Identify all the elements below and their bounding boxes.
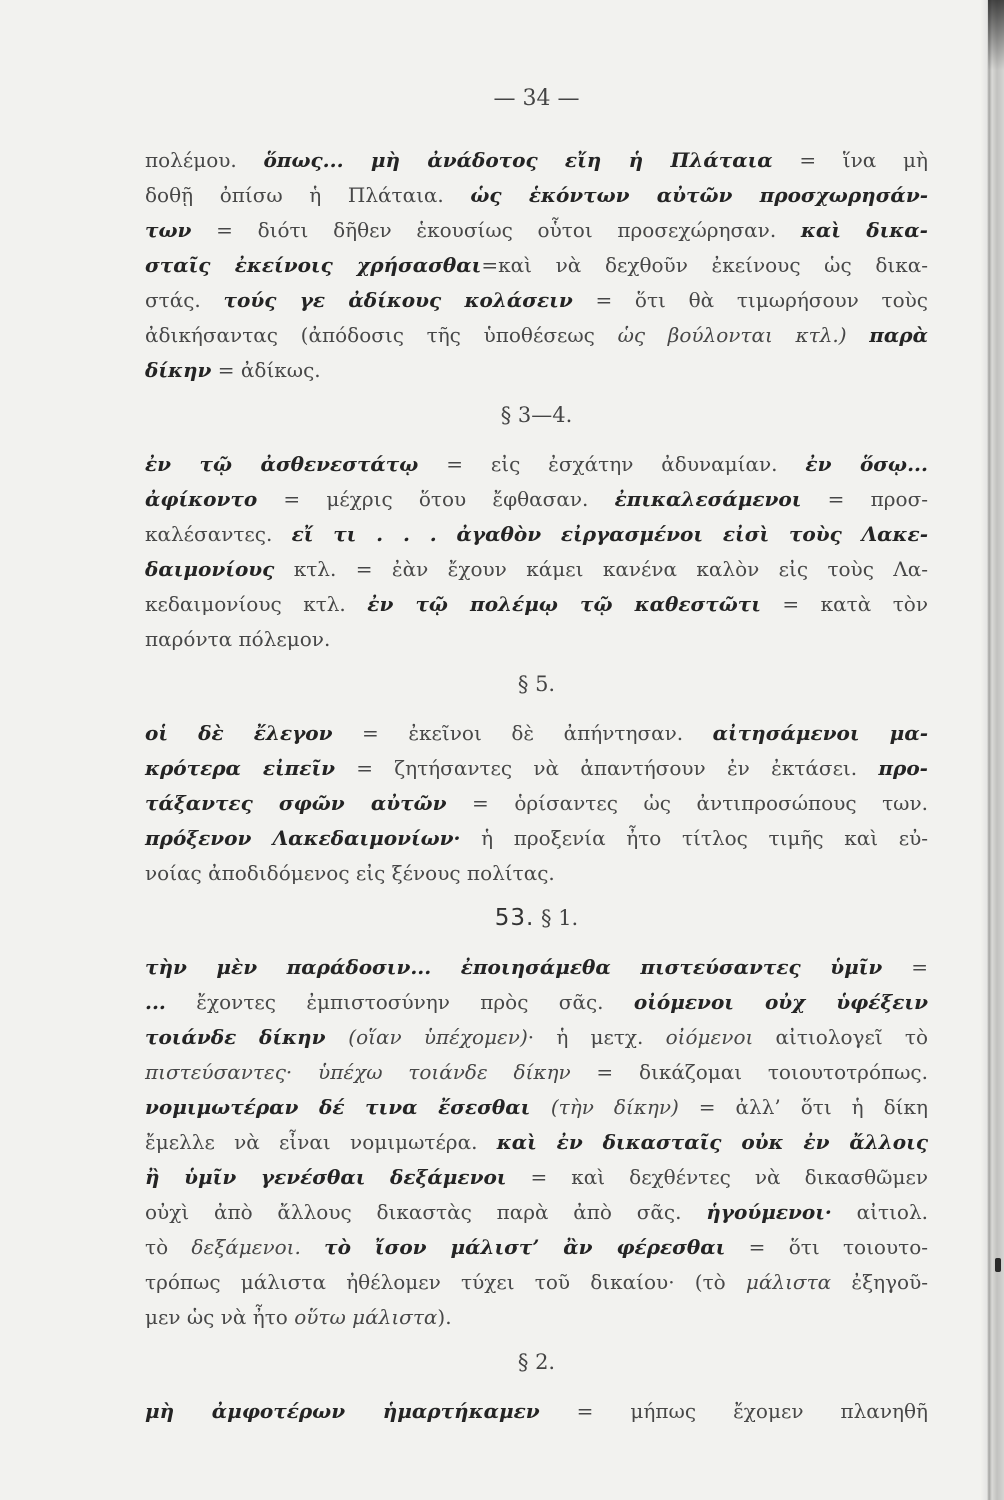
commentary-section <box>145 667 928 891</box>
lemma-phrase: σταῖς ἐκείνοις χρήσασθαι <box>145 253 482 277</box>
gloss-text: ἡ προξενία ἦτο τίτλος τιμῆς καὶ εὐ- <box>460 826 928 850</box>
gloss-text: = καὶ δεχθέντες νὰ δικασθῶμεν <box>506 1165 928 1189</box>
text-line <box>145 622 928 657</box>
gloss-text: = <box>882 955 928 979</box>
scan-corner-shadow <box>988 0 1004 70</box>
gloss-text: § 2. <box>517 1350 556 1374</box>
lemma-phrase: τὴν μὲν παράδοσιν... ἐποιησάμεθα πιστεύσαντες ὑμῖν <box>145 955 883 979</box>
lemma-phrase: παρὰ <box>869 323 928 347</box>
gloss-text: = ζητήσαντες νὰ ἀπαντήσουν ἐν ἐκτάσει. <box>335 756 879 780</box>
text-line <box>145 716 928 751</box>
lemma-phrase: ὅπως... μὴ ἀνάδοτος εἴη ἡ Πλάταια <box>263 148 773 172</box>
lemma-phrase: τούς γε ἀδίκους κολάσειν <box>223 288 573 312</box>
paragraph <box>145 950 928 1335</box>
text-line <box>145 786 928 821</box>
commentary-section <box>145 1345 928 1429</box>
lemma-phrase: νομιμωτέραν δέ τινα ἔσεσθαι <box>145 1095 551 1119</box>
gloss-text: καλέσαντες. <box>145 522 292 546</box>
gloss-text: = μέχρις ὅτου ἔφθασαν. <box>257 487 615 511</box>
text-line <box>145 856 928 891</box>
gloss-text: πολέμου. <box>145 148 264 172</box>
text-line <box>145 143 928 178</box>
lemma-phrase: ἀφίκοντο <box>145 487 258 511</box>
lemma-phrase: τοιάνδε δίκην <box>145 1025 349 1049</box>
gloss-text: § 5. <box>517 672 556 696</box>
italic-phrase: μάλιστα <box>745 1270 832 1294</box>
lemma-phrase: δαιμονίους <box>145 557 275 581</box>
gloss-text: ). <box>437 1305 452 1329</box>
gloss-text: = ἐκεῖνοι δὲ ἀπήντησαν. <box>332 721 713 745</box>
text-line <box>145 1160 928 1195</box>
gloss-text: = κατὰ τὸν <box>760 592 928 616</box>
chapter-number: 53. <box>494 905 535 931</box>
section-heading <box>145 1345 928 1380</box>
scan-mark <box>995 1258 1001 1272</box>
lemma-phrase: πρόξενον Λακεδαιμονίων· <box>145 826 461 850</box>
text-line <box>145 985 928 1020</box>
scan-edge-shadow <box>980 0 1004 1500</box>
lemma-phrase: μὴ ἀμφοτέρων ἡμαρτήκαμεν <box>145 1399 540 1423</box>
italic-phrase: (τὴν δίκην) <box>550 1095 679 1119</box>
text-line <box>145 751 928 786</box>
section-heading <box>145 667 928 702</box>
commentary-text <box>145 143 928 1429</box>
gloss-text: αἰτιολ. <box>831 1200 929 1224</box>
text-line <box>145 950 928 985</box>
gloss-text: ἔμελλε νὰ εἶναι νομιμωτέρα. <box>145 1130 497 1154</box>
text-line <box>145 1265 928 1300</box>
gloss-text: · ἡ μετχ. <box>527 1025 666 1049</box>
lemma-phrase: οἰόμενοι οὐχ ὑφέξειν <box>633 990 928 1014</box>
lemma-phrase: καὶ δικα- <box>800 218 928 242</box>
text-line <box>145 587 928 622</box>
gloss-text: δοθῇ ὀπίσω ἡ Πλάταια. <box>145 183 471 207</box>
commentary-section <box>145 901 928 1335</box>
gloss-text: § 3—4. <box>500 403 573 427</box>
paragraph <box>145 1394 928 1429</box>
gloss-text: = εἰς ἐσχάτην ἀδυναμίαν. <box>418 452 806 476</box>
text-line <box>145 482 928 517</box>
gloss-text: ἔχοντες ἐμπιστοσύνην πρὸς σᾶς. <box>165 990 634 1014</box>
text-line <box>145 178 928 213</box>
lemma-phrase: ἡγούμενοι· <box>706 1200 832 1224</box>
italic-phrase: ὡς βούλονται κτλ.) <box>617 323 870 347</box>
italic-phrase: οὕτω μάλιστα <box>294 1305 438 1329</box>
paragraph <box>145 716 928 891</box>
lemma-phrase: κρότερα εἰπεῖν <box>145 756 335 780</box>
lemma-phrase: τὸ ἴσον μάλιστ’ ἂν φέρεσθαι <box>324 1235 726 1259</box>
gloss-text: = ὅτι τοιουτο- <box>725 1235 928 1259</box>
text-line <box>145 1230 928 1265</box>
gloss-text: οὐχὶ ἀπὸ ἄλλους δικαστὰς παρὰ ἀπὸ σᾶς. <box>145 1200 707 1224</box>
gloss-text: μεν ὡς νὰ ἦτο <box>145 1305 295 1329</box>
lemma-phrase: των <box>145 218 192 242</box>
commentary-section <box>145 143 928 388</box>
gloss-text: στάς. <box>145 288 224 312</box>
paragraph <box>145 447 928 657</box>
italic-phrase: οἰόμενοι <box>665 1025 754 1049</box>
text-line <box>145 821 928 856</box>
gloss-text: ἐξηγοῦ- <box>831 1270 928 1294</box>
lemma-phrase: ἐπικαλεσάμενοι <box>614 487 802 511</box>
text-line <box>145 1020 928 1055</box>
text-line <box>145 447 928 482</box>
commentary-section <box>145 398 928 657</box>
gloss-text: τρόπως μάλιστα ἠθέλομεν τύχει τοῦ δικαίου· (τὸ <box>145 1270 746 1294</box>
italic-phrase: δεξάμενοι. <box>191 1235 325 1259</box>
text-line <box>145 213 928 248</box>
paragraph <box>145 143 928 388</box>
lemma-phrase: καὶ ἐν δικασταῖς οὐκ ἐν ἄλλοις <box>496 1130 928 1154</box>
text-line <box>145 353 928 388</box>
lemma-phrase: ὡς ἑκόντων αὐτῶν προσχωρησάν- <box>470 183 929 207</box>
text-line <box>145 1300 928 1335</box>
text-line <box>145 283 928 318</box>
text-line <box>145 248 928 283</box>
page-number: — 34 — <box>493 86 580 111</box>
lemma-phrase: δίκην <box>145 358 212 382</box>
gloss-text: = προσ- <box>801 487 929 511</box>
text-line <box>145 552 928 587</box>
lemma-phrase: ἐν ὅσῳ... <box>805 452 928 476</box>
gloss-text: κεδαιμονίους κτλ. <box>145 592 368 616</box>
text-line <box>145 1394 928 1429</box>
section-heading <box>145 901 928 936</box>
gloss-text: τὸ <box>145 1235 192 1259</box>
gloss-text: = ἵνα μὴ <box>772 148 928 172</box>
text-line <box>145 1195 928 1230</box>
section-heading <box>145 398 928 433</box>
gloss-text: = ἀδίκως. <box>211 358 321 382</box>
gloss-text: παρόντα πόλεμον. <box>145 627 331 651</box>
text-line <box>145 318 928 353</box>
lemma-phrase: τάξαντες σφῶν αὐτῶν <box>145 791 447 815</box>
gloss-text: ἀδικήσαντας (ἀπόδοσις τῆς ὑποθέσεως <box>145 323 618 347</box>
lemma-phrase: ... <box>145 990 166 1014</box>
gloss-text: = ἀλλ’ ὅτι ἡ δίκη <box>678 1095 928 1119</box>
gloss-text: =καὶ νὰ δεχθοῦν ἐκείνους ὡς δικα- <box>481 253 928 277</box>
lemma-phrase: ἐν τῷ ἀσθενεστάτῳ <box>145 452 419 476</box>
text-line <box>145 1055 928 1090</box>
gloss-text: = δικάζομαι τοιουτοτρόπως. <box>570 1060 928 1084</box>
gloss-text: = ὁρίσαντες ὡς ἀντιπροσώπους των. <box>446 791 929 815</box>
gloss-text: = μήπως ἔχομεν πλανηθῆ <box>539 1399 928 1423</box>
italic-phrase: πιστεύσαντες· ὑπέχω τοιάνδε δίκην <box>145 1060 571 1084</box>
gloss-text: = ὅτι θὰ τιμωρήσουν τοὺς <box>572 288 929 312</box>
lemma-phrase: ἐν τῷ πολέμῳ τῷ καθεστῶτι <box>367 592 761 616</box>
text-line <box>145 1090 928 1125</box>
lemma-phrase: εἴ τι . . . ἀγαθὸν εἰργασμένοι εἰσὶ τοὺς Λακε- <box>291 522 928 546</box>
gloss-text: = διότι δῆθεν ἑκουσίως οὗτοι προσεχώρησαν. <box>191 218 801 242</box>
italic-phrase: (οἵαν ὑπέχομεν) <box>348 1025 528 1049</box>
lemma-phrase: οἱ δὲ ἔλεγον <box>145 721 333 745</box>
gloss-text: κτλ. = ἐὰν ἔχουν κάμει κανένα καλὸν εἰς τοὺς Λα- <box>274 557 928 581</box>
lemma-phrase: ἢ ὑμῖν γενέσθαι δεξάμενοι <box>145 1165 507 1189</box>
lemma-phrase: αἰτησάμενοι μα- <box>712 721 929 745</box>
text-line <box>145 517 928 552</box>
gloss-text: νοίας ἀποδιδόμενος εἰς ξένους πολίτας. <box>145 861 555 885</box>
lemma-phrase: προ- <box>878 756 928 780</box>
text-line <box>145 1125 928 1160</box>
gloss-text: αἰτιολογεῖ τὸ <box>753 1025 929 1049</box>
gloss-text: § 1. <box>534 906 579 930</box>
